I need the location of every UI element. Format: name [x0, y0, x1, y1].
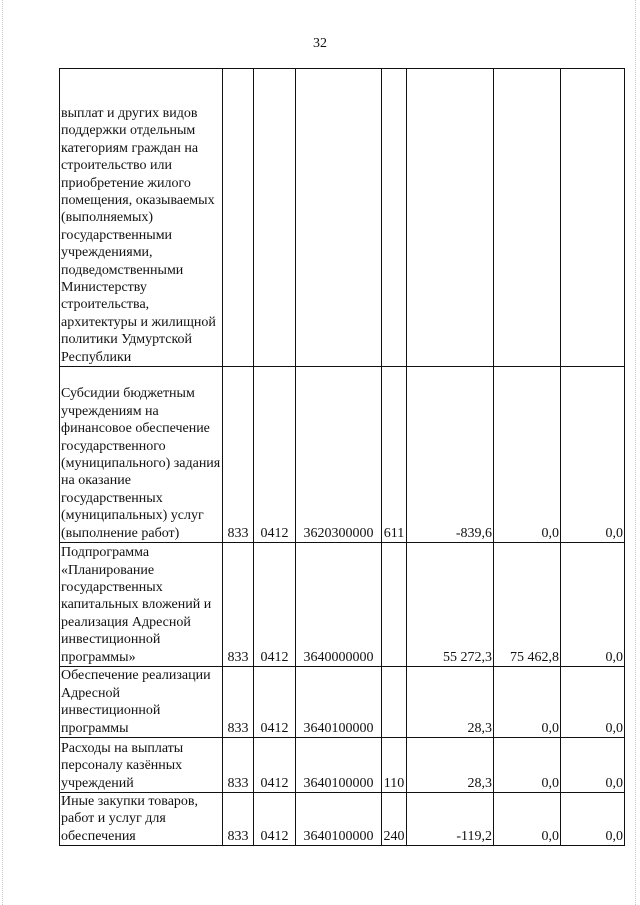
amount-2-cell: 0,0	[494, 667, 561, 738]
budget-table-body	[60, 69, 625, 846]
table-row	[60, 69, 625, 367]
expense-type-cell	[382, 667, 407, 738]
expense-type-cell: 611	[382, 367, 407, 543]
amount-1-cell: -839,6	[407, 367, 494, 543]
page-number: 32	[313, 36, 327, 51]
ministry-code-cell: 833	[223, 738, 254, 793]
target-article-cell: 3640000000	[296, 543, 382, 667]
amount-1-cell: -119,2	[407, 793, 494, 846]
amount-2-cell: 0,0	[494, 367, 561, 543]
target-article-cell	[296, 69, 382, 367]
amount-2-cell	[494, 69, 561, 367]
amount-3-cell: 0,0	[561, 793, 625, 846]
row-name-cell	[60, 738, 223, 793]
table-row	[60, 738, 625, 793]
expense-type-cell: 240	[382, 793, 407, 846]
row-name: Подпрограмма «Планирование государственных капитальных вложений и реализация Адресной инвестиционной программы»	[61, 545, 212, 665]
target-article-cell: 3640100000	[296, 667, 382, 738]
section-code-cell	[254, 69, 296, 367]
ministry-code-cell	[223, 69, 254, 367]
scan-edge-left	[2, 0, 4, 905]
amount-3-cell	[561, 69, 625, 367]
amount-3-cell: 0,0	[561, 667, 625, 738]
budget-table	[59, 68, 625, 846]
amount-1-cell: 28,3	[407, 667, 494, 738]
amount-1-cell	[407, 69, 494, 367]
section-code-cell: 0412	[254, 738, 296, 793]
table-row	[60, 543, 625, 667]
row-name-cell	[60, 793, 223, 846]
section-code-cell: 0412	[254, 793, 296, 846]
ministry-code-cell: 833	[223, 543, 254, 667]
row-name: Иные закупки товаров, работ и услуг для обеспечения	[61, 794, 199, 844]
table-row	[60, 367, 625, 543]
table-row	[60, 667, 625, 738]
amount-2-cell: 75 462,8	[494, 543, 561, 667]
row-name: Обеспечение реализации Адресной инвестиционной программы	[61, 668, 211, 736]
amount-2-cell: 0,0	[494, 793, 561, 846]
expense-type-cell: 110	[382, 738, 407, 793]
amount-3-cell: 0,0	[561, 543, 625, 667]
row-name: выплат и других видов поддержки отдельным категориям граждан на строительство или приобретение жилого помещения, оказываемых (выполняемых) государственными учреждениями, подведомственными Министерству строительства, архитектуры и жилищной политики Удмуртской Республики	[61, 105, 216, 365]
row-name-cell	[60, 543, 223, 667]
expense-type-cell	[382, 543, 407, 667]
section-code-cell: 0412	[254, 543, 296, 667]
amount-1-cell: 55 272,3	[407, 543, 494, 667]
amount-3-cell: 0,0	[561, 367, 625, 543]
target-article-cell: 3640100000	[296, 738, 382, 793]
section-code-cell: 0412	[254, 367, 296, 543]
ministry-code-cell: 833	[223, 793, 254, 846]
row-name-cell	[60, 69, 223, 367]
target-article-cell: 3620300000	[296, 367, 382, 543]
amount-1-cell: 28,3	[407, 738, 494, 793]
row-name-cell	[60, 367, 223, 543]
ministry-code-cell: 833	[223, 367, 254, 543]
target-article-cell: 3640100000	[296, 793, 382, 846]
row-name: Расходы на выплаты персоналу казённых учреждений	[61, 740, 184, 791]
amount-3-cell: 0,0	[561, 738, 625, 793]
section-code-cell: 0412	[254, 667, 296, 738]
row-name-cell	[60, 667, 223, 738]
table-row	[60, 793, 625, 846]
scan-edge-right	[635, 0, 637, 905]
ministry-code-cell: 833	[223, 667, 254, 738]
amount-2-cell: 0,0	[494, 738, 561, 793]
expense-type-cell	[382, 69, 407, 367]
row-name: Субсидии бюджетным учреждениям на финансовое обеспечение государственного (муниципального) задания на оказание государственных (муниципальных) услуг (выполнение работ)	[61, 386, 221, 541]
